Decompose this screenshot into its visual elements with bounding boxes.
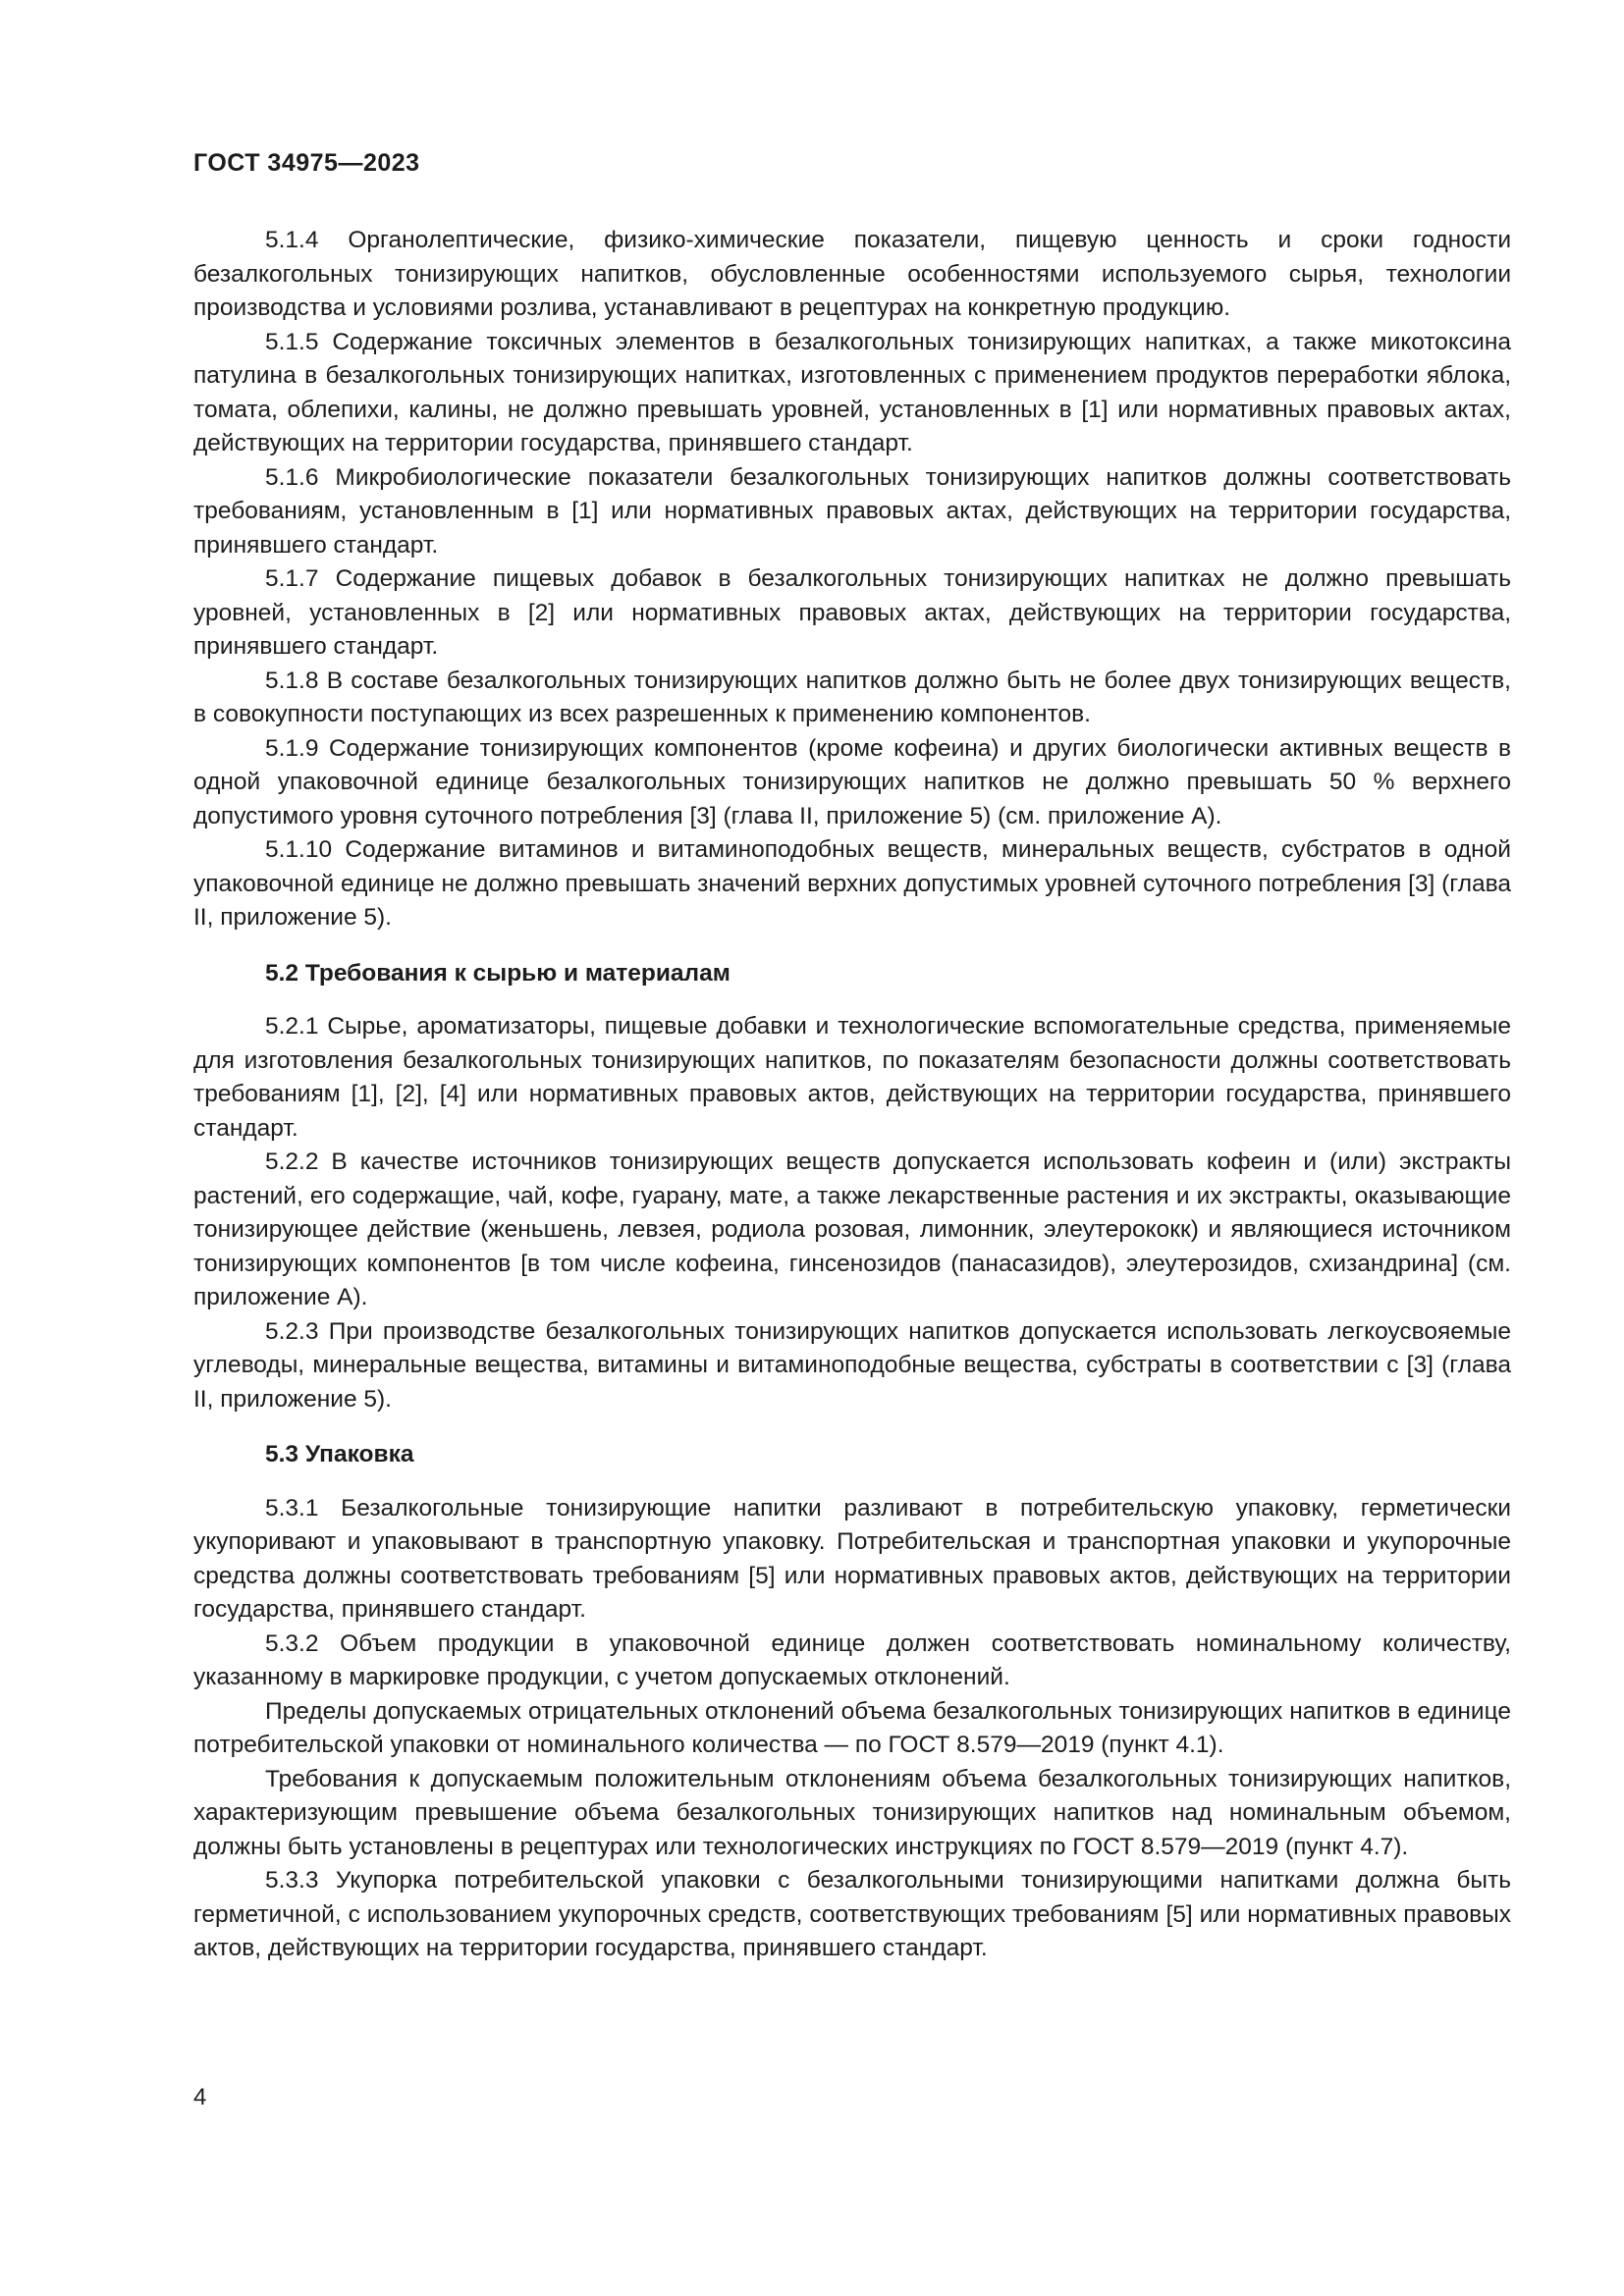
paragraph-5-3-3: 5.3.3 Укупорка потребительской упаковки с безалкогольными тонизирующими напитками должна быть герметичной, с использованием укупорочных средств, соответствующих требованиям [5] или нормативных правовых актов, действующих на территории государства, принявшего стандарт. [193,1867,1511,1961]
paragraph-5-1-8: 5.1.8 В составе безалкогольных тонизирующих напитков должно быть не более двух тонизирующих веществ, в совокупности поступающих из всех разрешенных к применению компонентов. [193,667,1511,727]
paragraph-5-3-2-limits: Пределы допускаемых отрицательных отклонений объема безалкогольных тонизирующих напитков в единице потребительской упаковки от номинального количества — по ГОСТ 8.579—2019 (пункт 4.1). [193,1697,1511,1758]
paragraph-5-3-2-positive: Требования к допускаемым положительным отклонениям объема безалкогольных тонизирующих напитков, характеризующим превышение объема безалкогольных тонизирующих напитков над номинальным объемом, должны быть установлены в рецептурах или технологических инструкциях по ГОСТ 8.579—2019 (пункт 4.7). [193,1765,1511,1860]
paragraph-5-3-2: 5.3.2 Объем продукции в упаковочной единице должен соответствовать номинальному количеству, указанному в маркировке продукции, с учетом допускаемых отклонений. [193,1629,1511,1690]
paragraph-5-1-7: 5.1.7 Содержание пищевых добавок в безалкогольных тонизирующих напитках не должно превышать уровней, установленных в [2] или нормативных правовых актах, действующих на территории государства, принявшего стандарт. [193,565,1511,660]
page-number: 4 [193,2084,207,2110]
section-heading-5-3: 5.3 Упаковка [265,1441,414,1468]
paragraph-5-2-1: 5.2.1 Сырье, ароматизаторы, пищевые добавки и технологические вспомогательные средства, применяемые для изготовления безалкогольных тонизирующих напитков, по показателям безопасности должны соответствовать требованиям [1], [2], [4] или нормативных правовых актов, действующих на территории государства, принявшего стандарт. [193,1013,1511,1142]
paragraph-5-1-4: 5.1.4 Органолептические, физико-химические показатели, пищевую ценность и сроки годности безалкогольных тонизирующих напитков, обусловленные особенностями используемого сырья, технологии производства и условиями розлива, устанавливают в рецептурах на конкретную продукцию. [193,227,1511,321]
document-body [193,224,1511,1966]
paragraph-5-1-9: 5.1.9 Содержание тонизирующих компонентов (кроме кофеина) и других биологически активных веществ в одной упаковочной единице безалкогольных тонизирующих напитков не должно превышать 50 % верхнего допустимого уровня суточного потребления [3] (глава II, приложение 5) (см. приложение А). [193,734,1511,829]
paragraph-5-2-2: 5.2.2 В качестве источников тонизирующих веществ допускается использовать кофеин и (или) экстракты растений, его содержащие, чай, кофе, гуарану, мате, а также лекарственные растения и их экстракты, оказывающие тонизирующее действие (женьшень, левзея, родиола розовая, лимонник, элеутерококк) и являющиеся источником тонизирующих компонентов [в том числе кофеина, гинсенозидов (панасазидов), элеутерозидов, схизандрина] (см. приложение А). [193,1148,1511,1310]
paragraph-5-2-3: 5.2.3 При производстве безалкогольных тонизирующих напитков допускается использовать легкоусвояемые углеводы, минеральные вещества, витамины и витаминоподобные вещества, субстраты в соответствии с [3] (глава II, приложение 5). [193,1317,1511,1413]
section-heading-5-2: 5.2 Требования к сырью и материалам [265,959,731,987]
paragraph-5-1-5: 5.1.5 Содержание токсичных элементов в безалкогольных тонизирующих напитках, а также микотоксина патулина в безалкогольных тонизирующих напитках, изготовленных с применением продуктов переработки яблока, томата, облепихи, калины, не должно превышать уровней, установленных в [1] или нормативных правовых актах, действующих на территории государства, принявшего стандарт. [193,328,1511,456]
paragraph-5-1-10: 5.1.10 Содержание витаминов и витаминоподобных веществ, минеральных веществ, субстратов в одной упаковочной единице не должно превышать значений верхних допустимых уровней суточного потребления [3] (глава II, приложение 5). [193,836,1511,931]
paragraph-5-3-1: 5.3.1 Безалкогольные тонизирующие напитки разливают в потребительскую упаковку, герметически укупоривают и упаковывают в транспортную упаковку. Потребительская и транспортная упаковки и укупорочные средства должны соответствовать требованиям [5] или нормативных правовых актов, действующих на территории государства, принявшего стандарт. [193,1494,1511,1623]
document-code: ГОСТ 34975—2023 [193,149,420,177]
paragraph-5-1-6: 5.1.6 Микробиологические показатели безалкогольных тонизирующих напитков должны соответствовать требованиям, установленным в [1] или нормативных правовых актах, действующих на территории государства, принявшего стандарт. [193,463,1511,559]
